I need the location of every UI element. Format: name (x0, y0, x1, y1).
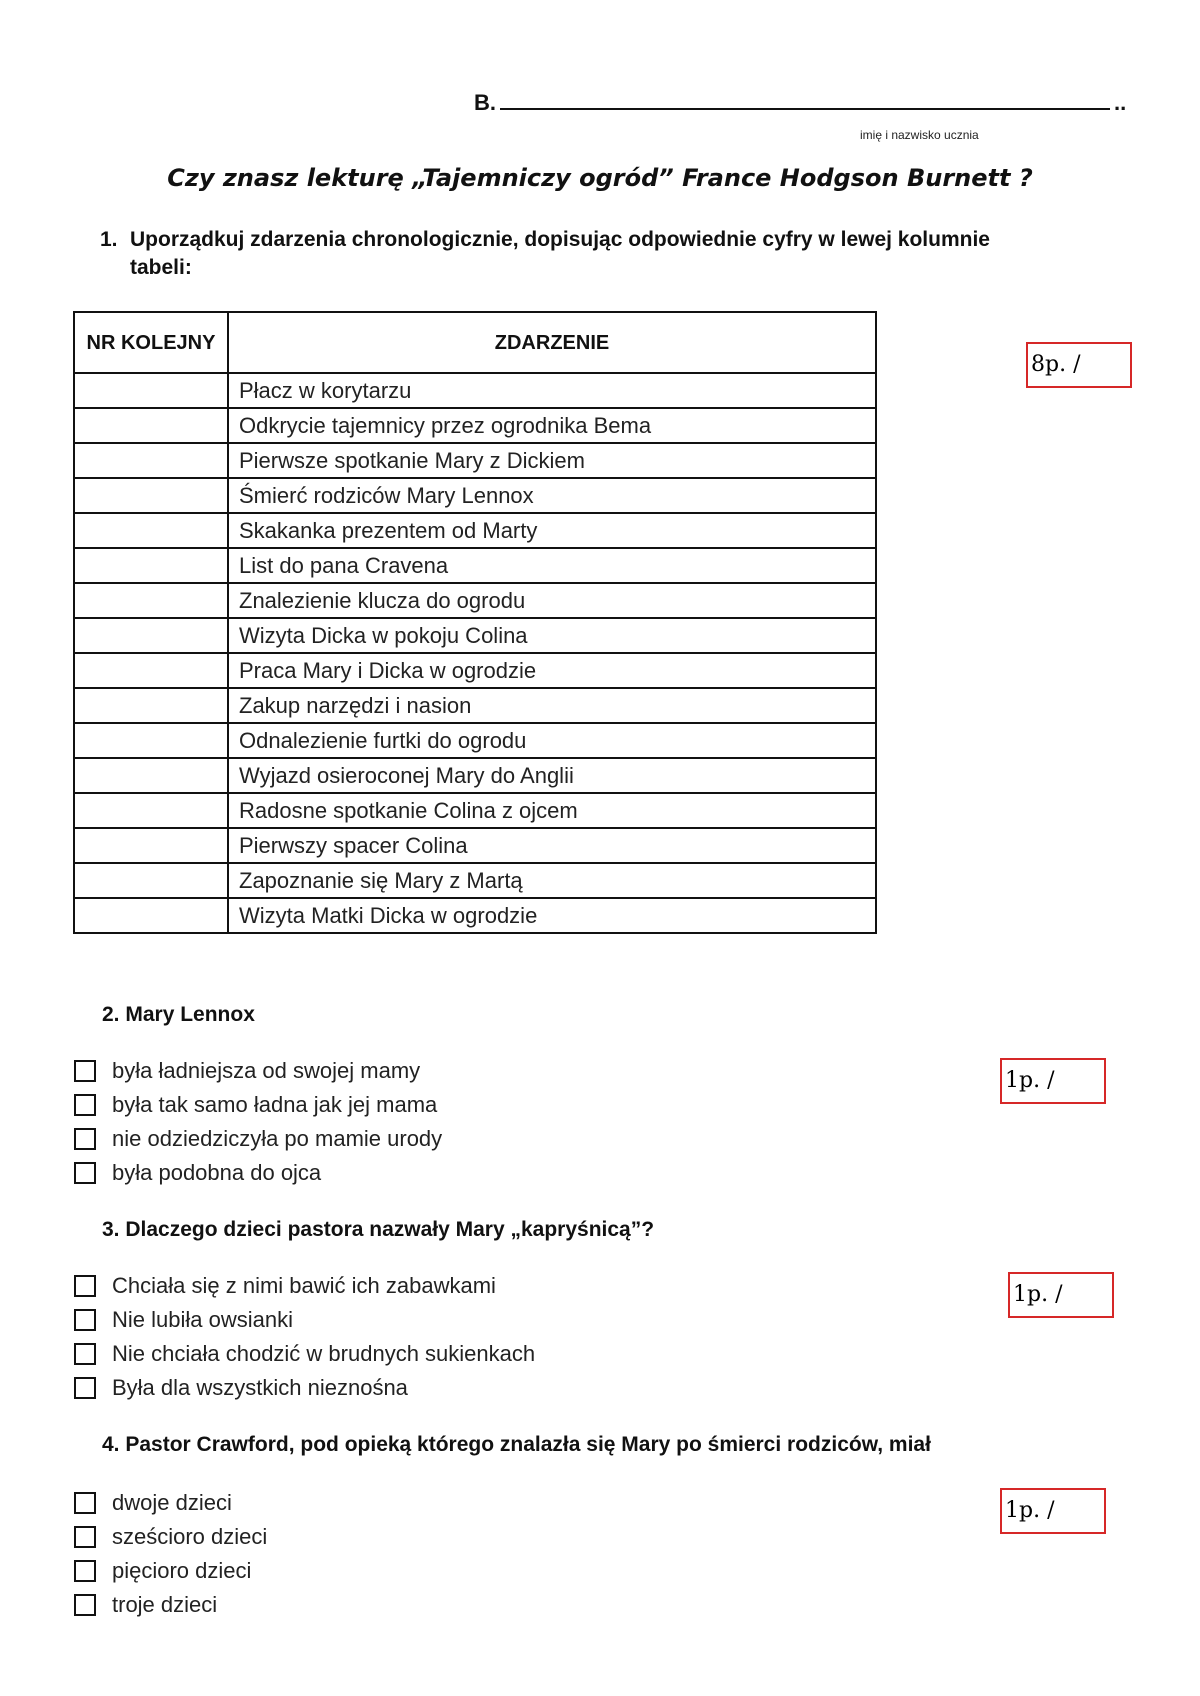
answer-option[interactable] (74, 1303, 535, 1337)
order-number-cell[interactable] (74, 373, 228, 408)
order-number-cell[interactable] (74, 793, 228, 828)
answer-option[interactable] (74, 1371, 535, 1405)
checkbox[interactable] (74, 1060, 96, 1082)
table-row (74, 653, 876, 688)
table-row (74, 618, 876, 653)
answer-label: Nie chciała chodzić w brudnych sukienkach (112, 1341, 536, 1366)
checkbox[interactable] (74, 1162, 96, 1184)
checkbox[interactable] (74, 1526, 96, 1548)
event-cell: Odnalezienie furtki do ogrodu (228, 723, 876, 758)
order-number-cell[interactable] (74, 618, 228, 653)
table-header-row (74, 312, 876, 373)
event-cell: List do pana Cravena (228, 548, 876, 583)
score-box-q4: 1p. / (1000, 1488, 1106, 1534)
answer-label: Chciała się z nimi bawić ich zabawkami (112, 1273, 496, 1298)
question-3-text: 3. Dlaczego dzieci pastora nazwały Mary „kapryśnicą”? (102, 1218, 655, 1241)
order-number-cell[interactable] (74, 653, 228, 688)
column-header-event: ZDARZENIE (228, 312, 876, 373)
order-number-cell[interactable] (74, 478, 228, 513)
score-box-q3: 1p. / (1008, 1272, 1114, 1318)
order-number-cell[interactable] (74, 898, 228, 933)
answer-option[interactable] (74, 1554, 267, 1588)
event-cell: Zakup narzędzi i nasion (228, 688, 876, 723)
score-box-q2: 1p. / (1000, 1058, 1106, 1104)
answer-option[interactable] (74, 1088, 442, 1122)
event-cell: Radosne spotkanie Colina z ojcem (228, 793, 876, 828)
event-cell: Wizyta Matki Dicka w ogrodzie (228, 898, 876, 933)
answer-label: sześcioro dzieci (112, 1524, 268, 1549)
event-cell: Odkrycie tajemnicy przez ogrodnika Bema (228, 408, 876, 443)
name-hint: imię i nazwisko ucznia (860, 128, 979, 142)
events-table-body (74, 373, 876, 933)
answer-option[interactable] (74, 1588, 267, 1622)
answer-option[interactable] (74, 1054, 442, 1088)
question-1 (100, 226, 1140, 282)
answer-option[interactable] (74, 1269, 535, 1303)
events-table (73, 311, 877, 934)
answer-label: była ładniejsza od swojej mamy (112, 1058, 421, 1083)
order-number-cell[interactable] (74, 583, 228, 618)
event-cell: Pierwszy spacer Colina (228, 828, 876, 863)
answer-label: Nie lubiła owsianki (112, 1307, 293, 1332)
order-number-cell[interactable] (74, 548, 228, 583)
answer-label: była podobna do ojca (112, 1160, 322, 1185)
event-cell: Płacz w korytarzu (228, 373, 876, 408)
table-row (74, 793, 876, 828)
answer-option[interactable] (74, 1486, 267, 1520)
answer-label: Była dla wszystkich nieznośna (112, 1375, 408, 1400)
table-row (74, 723, 876, 758)
checkbox[interactable] (74, 1377, 96, 1399)
table-row (74, 513, 876, 548)
order-number-cell[interactable] (74, 828, 228, 863)
checkbox[interactable] (74, 1492, 96, 1514)
answer-label: była tak samo ładna jak jej mama (112, 1092, 438, 1117)
event-cell: Wizyta Dicka w pokoju Colina (228, 618, 876, 653)
answer-label: dwoje dzieci (112, 1490, 232, 1515)
column-header-nr: NR KOLEJNY (74, 312, 228, 373)
question-2-options (74, 1054, 442, 1190)
table-row (74, 548, 876, 583)
event-cell: Znalezienie klucza do ogrodu (228, 583, 876, 618)
event-cell: Praca Mary i Dicka w ogrodzie (228, 653, 876, 688)
answer-option[interactable] (74, 1156, 442, 1190)
table-row (74, 898, 876, 933)
table-row (74, 408, 876, 443)
question-3-options (74, 1269, 535, 1405)
name-suffix: .. (1114, 90, 1127, 115)
table-row (74, 583, 876, 618)
question-1-number: 1. (100, 228, 118, 251)
answer-option[interactable] (74, 1122, 442, 1156)
table-row (74, 373, 876, 408)
student-name-line (474, 88, 1126, 116)
question-2-text: 2. Mary Lennox (102, 1003, 255, 1026)
order-number-cell[interactable] (74, 513, 228, 548)
checkbox[interactable] (74, 1309, 96, 1331)
checkbox[interactable] (74, 1275, 96, 1297)
answer-option[interactable] (74, 1337, 535, 1371)
question-4-text: 4. Pastor Crawford, pod opieką którego znalazła się Mary po śmierci rodziców, miał (102, 1433, 931, 1456)
order-number-cell[interactable] (74, 723, 228, 758)
checkbox[interactable] (74, 1128, 96, 1150)
event-cell: Śmierć rodziców Mary Lennox (228, 478, 876, 513)
order-number-cell[interactable] (74, 408, 228, 443)
table-row (74, 688, 876, 723)
order-number-cell[interactable] (74, 688, 228, 723)
answer-label: troje dzieci (112, 1592, 218, 1617)
page-title: Czy znasz lekturę „Tajemniczy ogród” France Hodgson Burnett ? (167, 164, 1033, 192)
checkbox[interactable] (74, 1094, 96, 1116)
checkbox[interactable] (74, 1560, 96, 1582)
question-4-options (74, 1486, 267, 1622)
table-row (74, 828, 876, 863)
event-cell: Zapoznanie się Mary z Martą (228, 863, 876, 898)
question-1-text-line2: tabeli: (130, 256, 192, 279)
order-number-cell[interactable] (74, 863, 228, 898)
order-number-cell[interactable] (74, 443, 228, 478)
order-number-cell[interactable] (74, 758, 228, 793)
question-1-text-line1: Uporządkuj zdarzenia chronologicznie, dopisując odpowiednie cyfry w lewej kolumnie (130, 228, 990, 251)
event-cell: Wyjazd osieroconej Mary do Anglii (228, 758, 876, 793)
checkbox[interactable] (74, 1594, 96, 1616)
table-row (74, 758, 876, 793)
checkbox[interactable] (74, 1343, 96, 1365)
table-row (74, 443, 876, 478)
answer-label: pięcioro dzieci (112, 1558, 252, 1583)
answer-option[interactable] (74, 1520, 267, 1554)
answer-label: nie odziedziczyła po mamie urody (112, 1126, 443, 1151)
score-box-q1: 8p. / (1026, 342, 1132, 388)
event-cell: Pierwsze spotkanie Mary z Dickiem (228, 443, 876, 478)
event-cell: Skakanka prezentem od Marty (228, 513, 876, 548)
name-prefix: B. (474, 90, 496, 115)
table-row (74, 478, 876, 513)
student-name-field[interactable] (500, 88, 1110, 110)
table-row (74, 863, 876, 898)
